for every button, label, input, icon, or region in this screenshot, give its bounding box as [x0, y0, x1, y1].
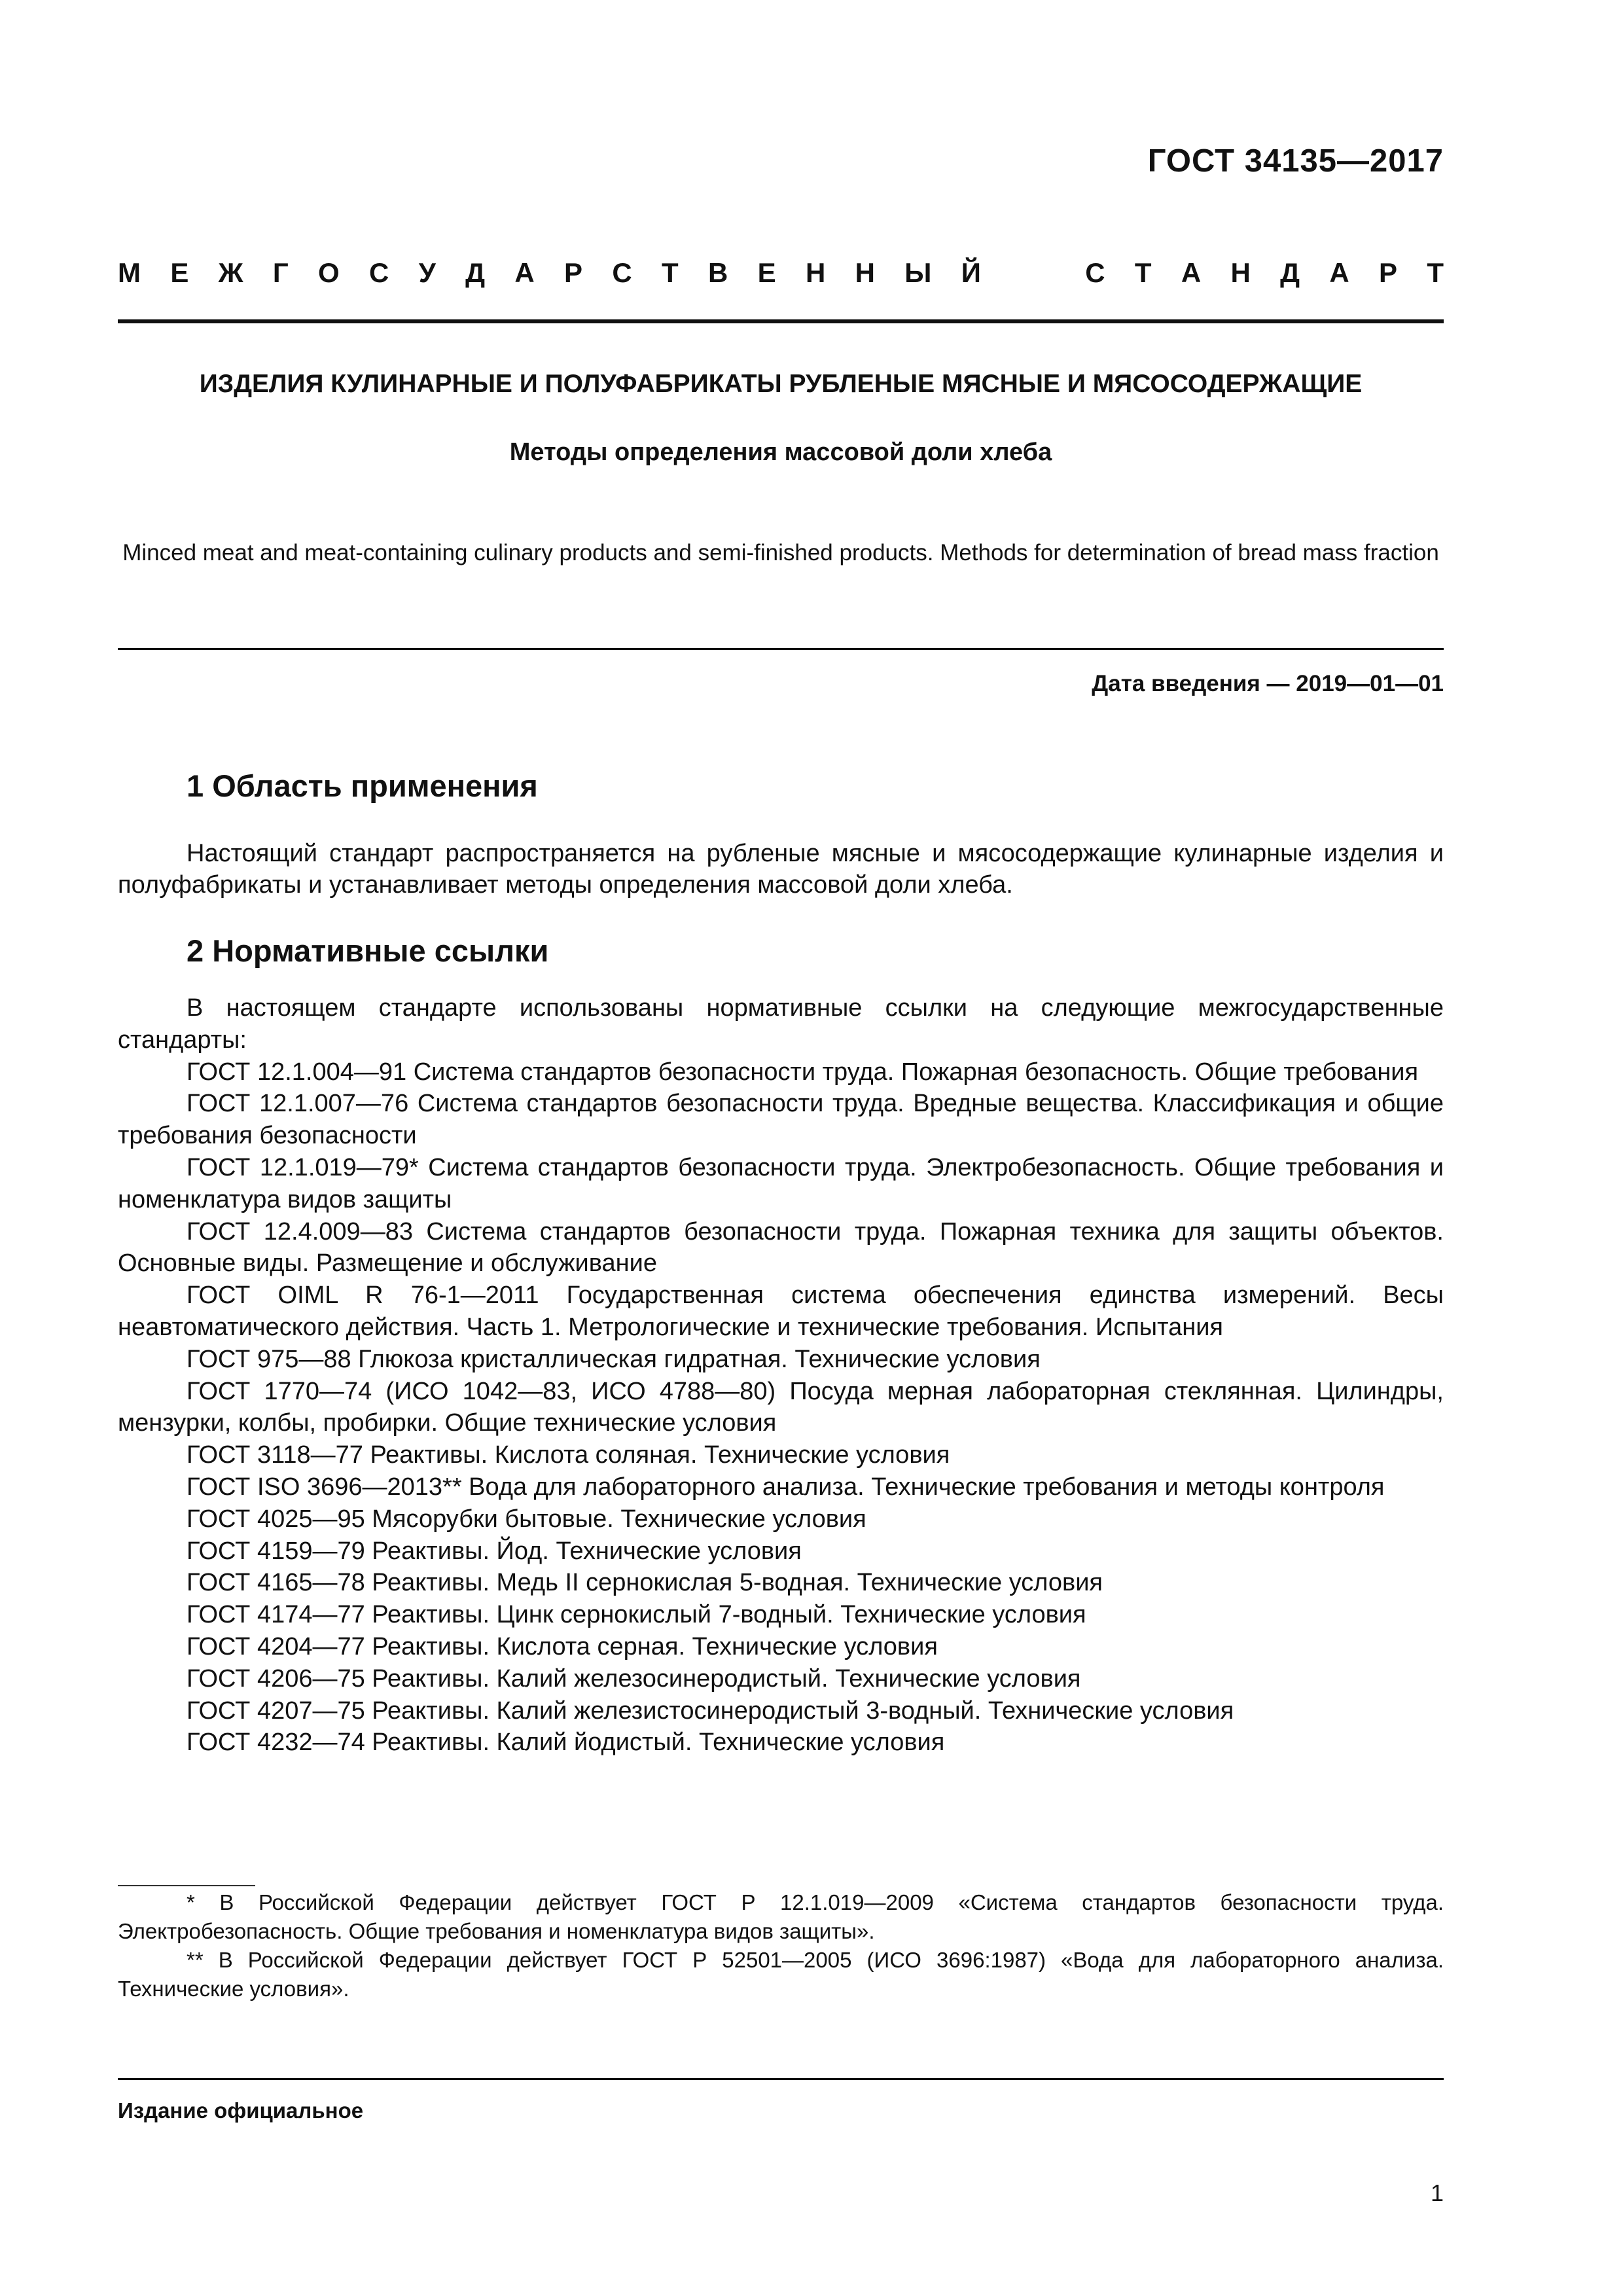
- reference-item: ГОСТ 12.1.004—91 Система стандартов безопасности труда. Пожарная безопасность. Общие требования: [187, 1058, 1419, 1086]
- banner-letter: Ы: [904, 257, 932, 288]
- banner-letter: Н: [805, 257, 826, 288]
- references-intro: В настоящем стандарте использованы нормативные ссылки на следующие межгосударственные стандарты:: [118, 994, 1444, 1054]
- banner-letter: А: [1181, 257, 1202, 288]
- banner-letter: Й: [961, 257, 981, 288]
- title-rule: [118, 648, 1444, 650]
- document-code: ГОСТ 34135—2017: [1147, 143, 1444, 179]
- english-title: Minced meat and meat-containing culinary products and semi-finished products. Methods for determination of bread mass fraction: [122, 540, 1439, 565]
- normative-references-list: [118, 992, 1444, 1759]
- footer-rule: [118, 2078, 1444, 2080]
- reference-item: ГОСТ 4204—77 Реактивы. Кислота серная. Технические условия: [187, 1632, 938, 1660]
- banner-letter: Р: [564, 257, 583, 288]
- footnote-2: ** В Российской Федерации действует ГОСТ Р 52501—2005 (ИСО 3696:1987) «Вода для лабораторного анализа. Технические условия».: [118, 1948, 1444, 2001]
- banner-letter: М: [118, 257, 141, 288]
- banner-letter: Н: [855, 257, 875, 288]
- reference-item: ГОСТ 12.4.009—83 Система стандартов безопасности труда. Пожарная техника для защиты объектов. Основные виды. Размещение и обслуживание: [118, 1217, 1444, 1278]
- banner-letter: Е: [170, 257, 189, 288]
- section-2-heading: 2 Нормативные ссылки: [187, 933, 549, 968]
- banner-letter: Т: [1427, 257, 1444, 288]
- banner-letter: Т: [662, 257, 679, 288]
- official-edition-label: Издание официальное: [118, 2098, 364, 2123]
- reference-item: ГОСТ 12.1.007—76 Система стандартов безопасности труда. Вредные вещества. Классификация и общие требования безопасности: [118, 1090, 1444, 1150]
- page-number: 1: [1430, 2179, 1444, 2206]
- reference-item: ГОСТ 975—88 Глюкоза кристаллическая гидратная. Технические условия: [187, 1345, 1041, 1373]
- reference-item: ГОСТ 4165—78 Реактивы. Медь II сернокислая 5-водная. Технические условия: [187, 1569, 1103, 1597]
- banner-letter: Ж: [218, 257, 243, 288]
- section-1-heading: 1 Область применения: [187, 768, 538, 803]
- footnote-separator: [118, 1885, 255, 1886]
- banner-letter: У: [418, 257, 436, 288]
- banner-letter: С: [1085, 257, 1105, 288]
- banner-letter: Т: [1134, 257, 1152, 288]
- banner-letter: Р: [1379, 257, 1398, 288]
- banner-letter: Е: [757, 257, 776, 288]
- reference-item: ГОСТ 4232—74 Реактивы. Калий йодистый. Технические условия: [187, 1729, 945, 1757]
- reference-item: ГОСТ 4207—75 Реактивы. Калий железистосинеродистый 3-водный. Технические условия: [187, 1696, 1234, 1725]
- banner-letter: Д: [465, 257, 486, 288]
- reference-item: ГОСТ 3118—77 Реактивы. Кислота соляная. Технические условия: [187, 1441, 950, 1469]
- document-subtitle: Методы определения массовой доли хлеба: [509, 439, 1052, 466]
- header-rule: [118, 319, 1444, 323]
- introduction-date: Дата введения — 2019—01—01: [1092, 671, 1444, 696]
- banner-letter: Н: [1230, 257, 1251, 288]
- reference-item: ГОСТ OIML R 76-1—2011 Государственная система обеспечения единства измерений. Весы неавтоматического действия. Часть 1. Метрологические и технические требования. Испытания: [118, 1282, 1444, 1341]
- reference-item: ГОСТ 12.1.019—79* Система стандартов безопасности труда. Электробезопасность. Общие требования и номенклатура видов защиты: [118, 1153, 1444, 1213]
- reference-item: ГОСТ 1770—74 (ИСО 1042—83, ИСО 4788—80) Посуда мерная лабораторная стеклянная. Цилиндры, мензурки, колбы, пробирки. Общие технические условия: [118, 1377, 1444, 1437]
- footnote-1: * В Российской Федерации действует ГОСТ Р 12.1.019—2009 «Система стандартов безопасности труда. Электробезопасность. Общие требования и номенклатура видов защиты».: [118, 1890, 1444, 1943]
- section-1-text: Настоящий стандарт распространяется на рубленые мясные и мясосодержащие кулинарные изделия и полуфабрикаты и устанавливает методы определения массовой доли хлеба.: [118, 840, 1444, 899]
- interstate-standard-banner: [118, 257, 1444, 289]
- document-title: ИЗДЕЛИЯ КУЛИНАРНЫЕ И ПОЛУФАБРИКАТЫ РУБЛЕНЫЕ МЯСНЫЕ И МЯСОСОДЕРЖАЩИЕ: [199, 370, 1363, 398]
- reference-item: ГОСТ ISO 3696—2013** Вода для лабораторного анализа. Технические требования и методы контроля: [187, 1473, 1385, 1501]
- reference-item: ГОСТ 4174—77 Реактивы. Цинк сернокислый 7-водный. Технические условия: [187, 1601, 1086, 1629]
- banner-letter: О: [318, 257, 340, 288]
- banner-letter: [1010, 257, 1018, 289]
- banner-letter: С: [369, 257, 389, 288]
- banner-letter: В: [707, 257, 728, 288]
- banner-letter: [1048, 257, 1056, 289]
- banner-letter: С: [612, 257, 632, 288]
- reference-item: ГОСТ 4206—75 Реактивы. Калий железосинеродистый. Технические условия: [187, 1664, 1081, 1693]
- reference-item: ГОСТ 4025—95 Мясорубки бытовые. Технические условия: [187, 1505, 866, 1533]
- banner-letter: А: [1329, 257, 1349, 288]
- footnotes: [118, 1888, 1444, 2003]
- banner-letter: Д: [1280, 257, 1300, 288]
- banner-letter: А: [514, 257, 535, 288]
- reference-item: ГОСТ 4159—79 Реактивы. Йод. Технические условия: [187, 1537, 802, 1565]
- banner-letter: Г: [272, 257, 289, 288]
